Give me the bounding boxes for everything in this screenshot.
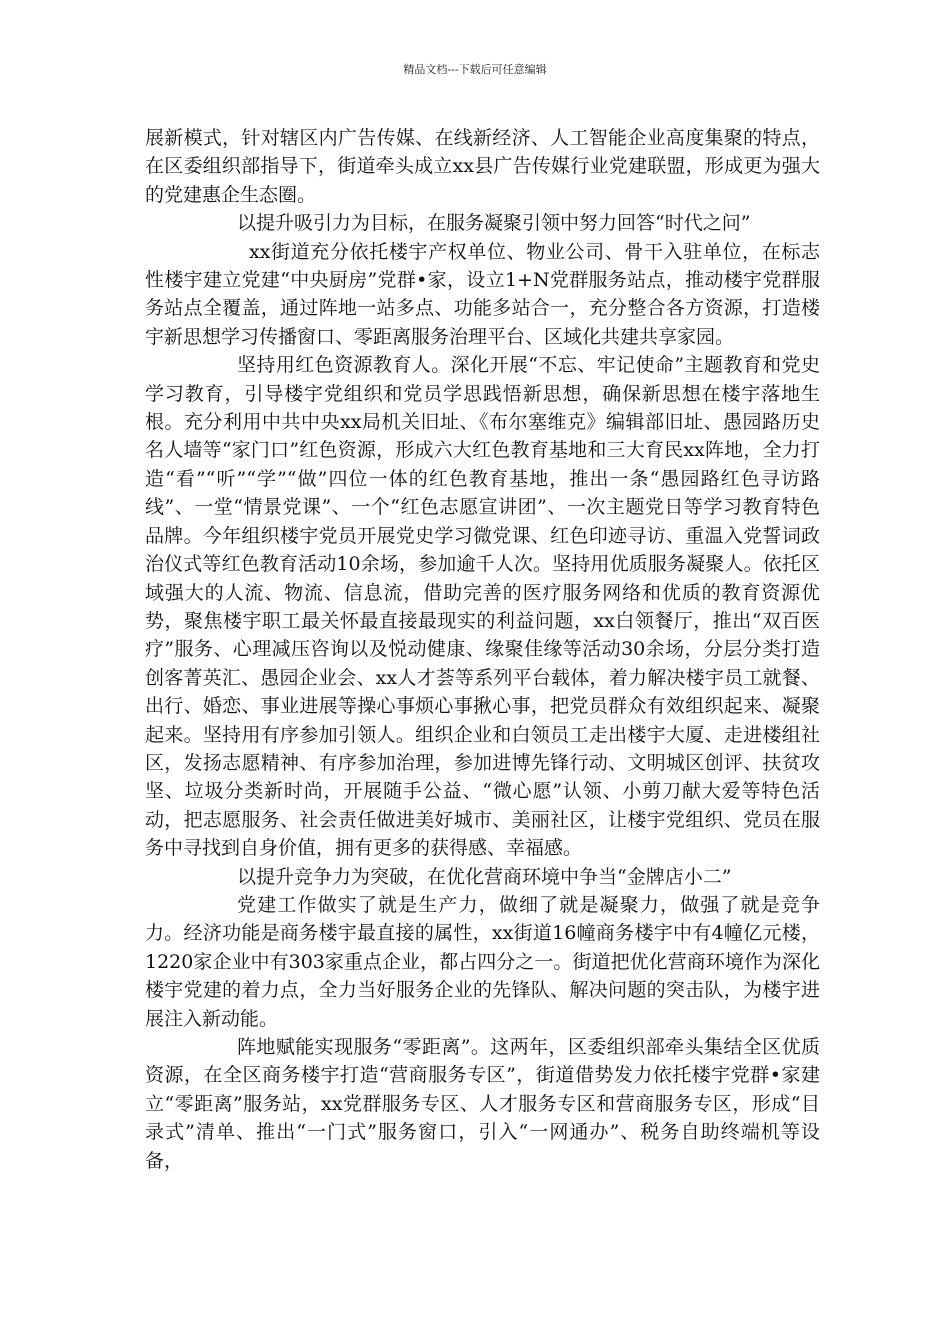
- paragraph: 阵地赋能实现服务“零距离”。这两年，区委组织部牵头集结全区优质资源，在全区商务楼宇打造“营商服务专区”，街道借势发力依托楼宇党群•家建立“零距离”服务站，xx党群服务专区、人才服务专区和营商服务专区，形成“目录式”清单、推出“一门式”服务窗口，引入“一网通办”、税务自助终端机等设备，: [145, 1036, 820, 1172]
- paragraph: 坚持用红色资源教育人。深化开展“不忘、牢记使命”主题教育和党史学习教育，引导楼宇党组织和党员学思践悟新思想，确保新思想在楼宇落地生根。充分利用中共中央xx局机关旧址、《布尔塞维克》编辑部旧址、愚园路历史名人墙等“家门口”红色资源，形成六大红色教育基地和三大育民xx阵地，全力打造“看”“听”“学”“做”四位一体的红色教育基地，推出一条“愚园路红色寻访路线”、一堂“情景党课”、一个“红色志愿宣讲团”、一次主题党日等学习教育特色品牌。今年组织楼宇党员开展党史学习微党课、红色印迹寻访、重温入党誓词政治仪式等红色教育活动10余场，参加逾千人次。坚持用优质服务凝聚人。依托区域强大的人流、物流、信息流，借助完善的医疗服务网络和优质的教育资源优势，聚焦楼宇职工最关怀最直接最现实的利益问题，xx白领餐厅，推出“双百医疗”服务、心理减压咨询以及悦动健康、缘聚佳缘等活动30余场，分层分类打造创客菁英汇、愚园企业会、xx人才荟等系列平台载体，着力解决楼宇员工就餐、出行、婚恋、事业进展等操心事烦心事揪心事，把党员群众有效组织起来、凝聚起来。坚持用有序参加引领人。组织企业和白领员工走出楼宇大厦、走进楼组社区，发扬志愿精神、有序参加治理，参加进博先锋行动、文明城区创评、扶贫攻坚、垃圾分类新时尚，开展随手公益、“微心愿”认领、小剪刀献大爱等特色活动，把志愿服务、社会责任做进美好城市、美丽社区，让楼宇党组织、党员在服务中寻找到自身价值，拥有更多的获得感、幸福感。: [145, 354, 820, 860]
- paragraph: 展新模式，针对辖区内广告传媒、在线新经济、人工智能企业高度集聚的特点，在区委组织部指导下，街道牵头成立xx县广告传媒行业党建联盟，形成更为强大的党建惠企生态圈。: [145, 127, 820, 206]
- paragraph: 党建工作做实了就是生产力，做细了就是凝聚力，做强了就是竞争力。经济功能是商务楼宇最直接的属性，xx街道16幢商务楼宇中有4幢亿元楼，1220家企业中有303家重点企业，都占四分之一。街道把优化营商环境作为深化楼宇党建的着力点，全力当好服务企业的先锋队、解决问题的突击队，为楼宇进展注入新动能。: [145, 893, 820, 1030]
- section-heading: 以提升竞争力为突破，在优化营商环境中争当“金牌店小二”: [237, 865, 732, 888]
- page-header: 精品文档---下载后可任意编辑: [403, 63, 547, 76]
- document-body: [145, 124, 820, 1175]
- section-heading: 以提升吸引力为目标，在服务凝聚引领中努力回答“时代之问”: [237, 212, 751, 235]
- paragraph: xx街道充分依托楼宇产权单位、物业公司、骨干入驻单位，在标志性楼宇建立党建“中央厨房”党群•家，设立1+N党群服务站点，推动楼宇党群服务站点全覆盖，通过阵地一站多点、功能多站合一，充分整合各方资源，打造楼宇新思想学习传播窗口、零距离服务治理平台、区域化共建共享家园。: [145, 240, 820, 348]
